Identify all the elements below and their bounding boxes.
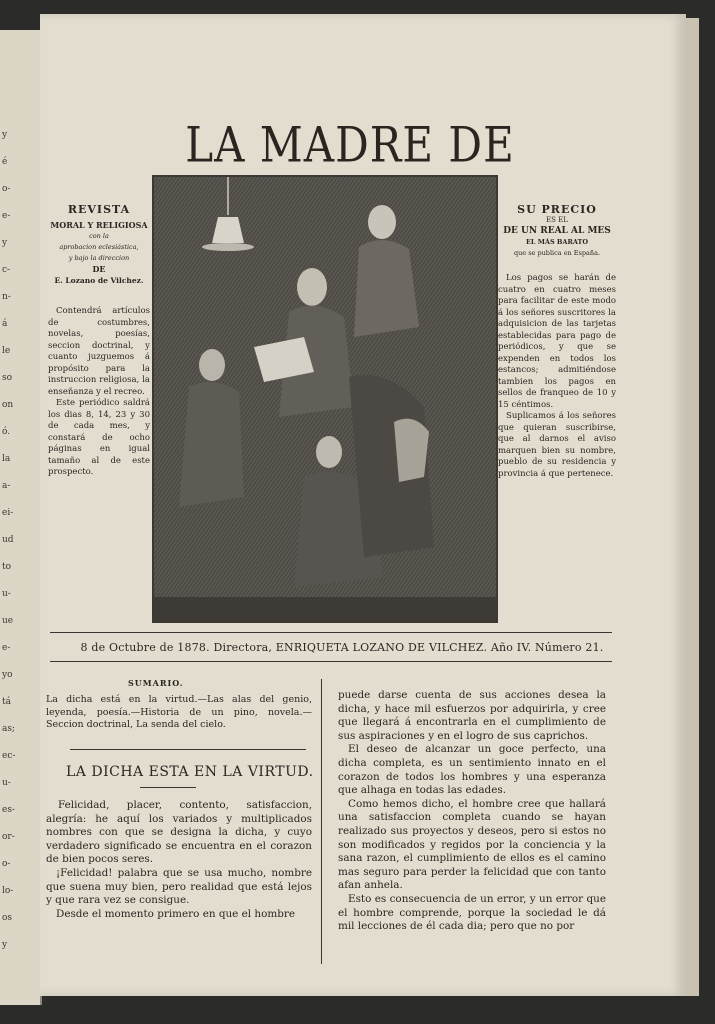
- facing-page-fragment: ei-: [2, 508, 14, 518]
- facing-page-fragment: os: [2, 913, 13, 923]
- left-line4: DE: [92, 264, 106, 274]
- dateline: 8 de Octubre de 1878. Directora, ENRIQUETA LOZANO DE VILCHEZ. Año IV. Número 21.: [80, 641, 604, 654]
- engraving-illustration: [152, 175, 498, 623]
- article-para: puede darse cuenta de sus acciones desea la dicha, y hace mil esfuerzos por adquirirla, y cree que llegará á encontrarla en el cumplimiento de sus aspiraciones y en el logro de sus caprichos.: [338, 689, 606, 742]
- facing-page-fragment: as;: [2, 724, 16, 734]
- dateline-top-rule: [50, 632, 612, 633]
- left-line1: con la: [89, 232, 109, 240]
- facing-page-fragment: é: [2, 157, 8, 167]
- facing-page-fragment: so: [2, 373, 13, 383]
- dateline-bottom-rule: [50, 661, 612, 662]
- facing-page-fragment: or-: [2, 832, 15, 842]
- article-para: ¡Felicidad! palabra que se usa mucho, nombre que suena muy bien, pero realidad que está lejos y que rara vez se consigue.: [46, 866, 312, 907]
- summary-rule: [70, 749, 306, 750]
- facing-page-fragment: a-: [2, 481, 11, 491]
- facing-page-fragment: o-: [2, 859, 11, 869]
- left-line3: y bajo la direccion: [68, 254, 130, 262]
- summary-text: La dicha está en la virtud.—Las alas del genio, leyenda, poesía.—Historia de un pino, novela.—Seccion doctrinal, La senda del cielo.: [46, 694, 312, 730]
- article-column-2: [338, 689, 606, 934]
- facing-page-fragment: le: [2, 346, 11, 356]
- right-title: SU PRECIO: [517, 203, 597, 216]
- newspaper-page: [40, 14, 686, 996]
- facing-page-fragment: lo-: [2, 886, 14, 896]
- facing-page-fragment: ec-: [2, 751, 16, 761]
- left-para1: Contendrá artículos de costumbres, novelas, poesías, seccion doctrinal, y cuanto juzguemos á propósito para la instruccion religiosa, la enseñanza y el recreo.: [48, 306, 150, 397]
- article-title: LA DICHA ESTA EN LA VIRTUD.: [66, 764, 314, 780]
- facing-page-fragment: ó.: [2, 427, 11, 437]
- facing-page-edge: [0, 30, 42, 1005]
- article-para: El deseo de alcanzar un goce perfecto, una dicha completa, es un sentimiento innato en el corazon de todos los hombres y una esperanza que alhaga en todas las edades.: [338, 743, 606, 797]
- left-column: [48, 204, 150, 479]
- facing-page-fragment: y: [2, 940, 8, 950]
- summary-heading: SUMARIO.: [128, 678, 184, 688]
- facing-page-fragment: tá: [2, 697, 11, 707]
- facing-page-fragment: e-: [2, 211, 11, 221]
- column-divider: [321, 679, 322, 964]
- facing-page-fragment: u-: [2, 589, 11, 599]
- right-column: [498, 204, 616, 480]
- right-line3: que se publica en España.: [513, 249, 601, 257]
- facing-page-fragment: yo: [2, 670, 13, 680]
- page-edge: [684, 18, 699, 996]
- left-title: REVISTA: [67, 203, 131, 216]
- right-line2: EL MÁS BARATO: [525, 238, 589, 246]
- facing-page-fragment: e-: [2, 643, 11, 653]
- facing-page-fragment: y: [2, 238, 8, 248]
- right-para2: Suplicamos á los señores que quieran suscribirse, que al darnos el aviso marquen bien su nombre, pueblo de su residencia y provincia á que pertenece.: [498, 411, 616, 479]
- facing-page-fragment: á: [2, 319, 8, 329]
- engraving-image: [154, 177, 496, 621]
- article-para: Como hemos dicho, el hombre cree que hallará una satisfaccion completa cuando se hayan realizado sus proyectos y deseos, pero si estos no son modificados y regidos por la conciencia y la sana razon, el cumplimiento de ellos es el camino mas seguro para perder la felicidad que con tanto afan anhela.: [338, 797, 606, 892]
- right-price: DE UN REAL AL MES: [503, 226, 611, 236]
- right-para1: Los pagos se harán de cuatro en cuatro meses para facilitar de este modo á los señores suscritores la adquisicion de las tarjetas establecidas para pago de periódicos, y que se expenden en todos los estancos; admitiéndose tambien los pagos en sellos de franqueo de 10 y 15 céntimos.: [498, 273, 616, 410]
- right-line1: ES EL: [546, 216, 568, 224]
- title-underline: [140, 787, 196, 788]
- facing-page-fragment: ue: [2, 616, 14, 626]
- facing-page-fragment: n-: [2, 292, 11, 302]
- facing-page-fragment: es-: [2, 805, 15, 815]
- facing-page-fragment: on: [2, 400, 14, 410]
- article-para: Esto es consecuencia de un error, y un error que el hombre comprende, porque la sociedad le dá mil lecciones de él cada dia; pero que no por: [338, 892, 606, 933]
- facing-page-fragment: la: [2, 454, 11, 464]
- facing-page-fragment: u-: [2, 778, 11, 788]
- left-line2: aprobacion eclesiástica,: [59, 243, 139, 251]
- facing-page-fragment: ud: [2, 535, 14, 545]
- facing-page-fragment: y: [2, 130, 8, 140]
- article-para: Desde el momento primero en que el hombre: [56, 907, 295, 920]
- facing-page-fragment: o-: [2, 184, 11, 194]
- facing-page-fragment: c-: [2, 265, 11, 275]
- article-para: Felicidad, placer, contento, satisfaccion, alegría: he aquí los variados y multiplicados nombres con que se designa la dicha, y cuyo verdadero significado se encuentra en el corazon de bien pocos seres.: [46, 799, 312, 866]
- left-director: E. Lozano de Vilchez.: [54, 276, 144, 285]
- masthead: LA MADRE DE: [185, 116, 515, 173]
- article-column-1: [46, 799, 312, 921]
- facing-page-fragment: to: [2, 562, 12, 572]
- left-para2: Este periódico saldrá los dias 8, 14, 23 y 30 de cada mes, y constará de ocho páginas en igual tamaño al de este prospecto.: [48, 398, 150, 477]
- left-subtitle: MORAL Y RELIGIOSA: [50, 220, 148, 230]
